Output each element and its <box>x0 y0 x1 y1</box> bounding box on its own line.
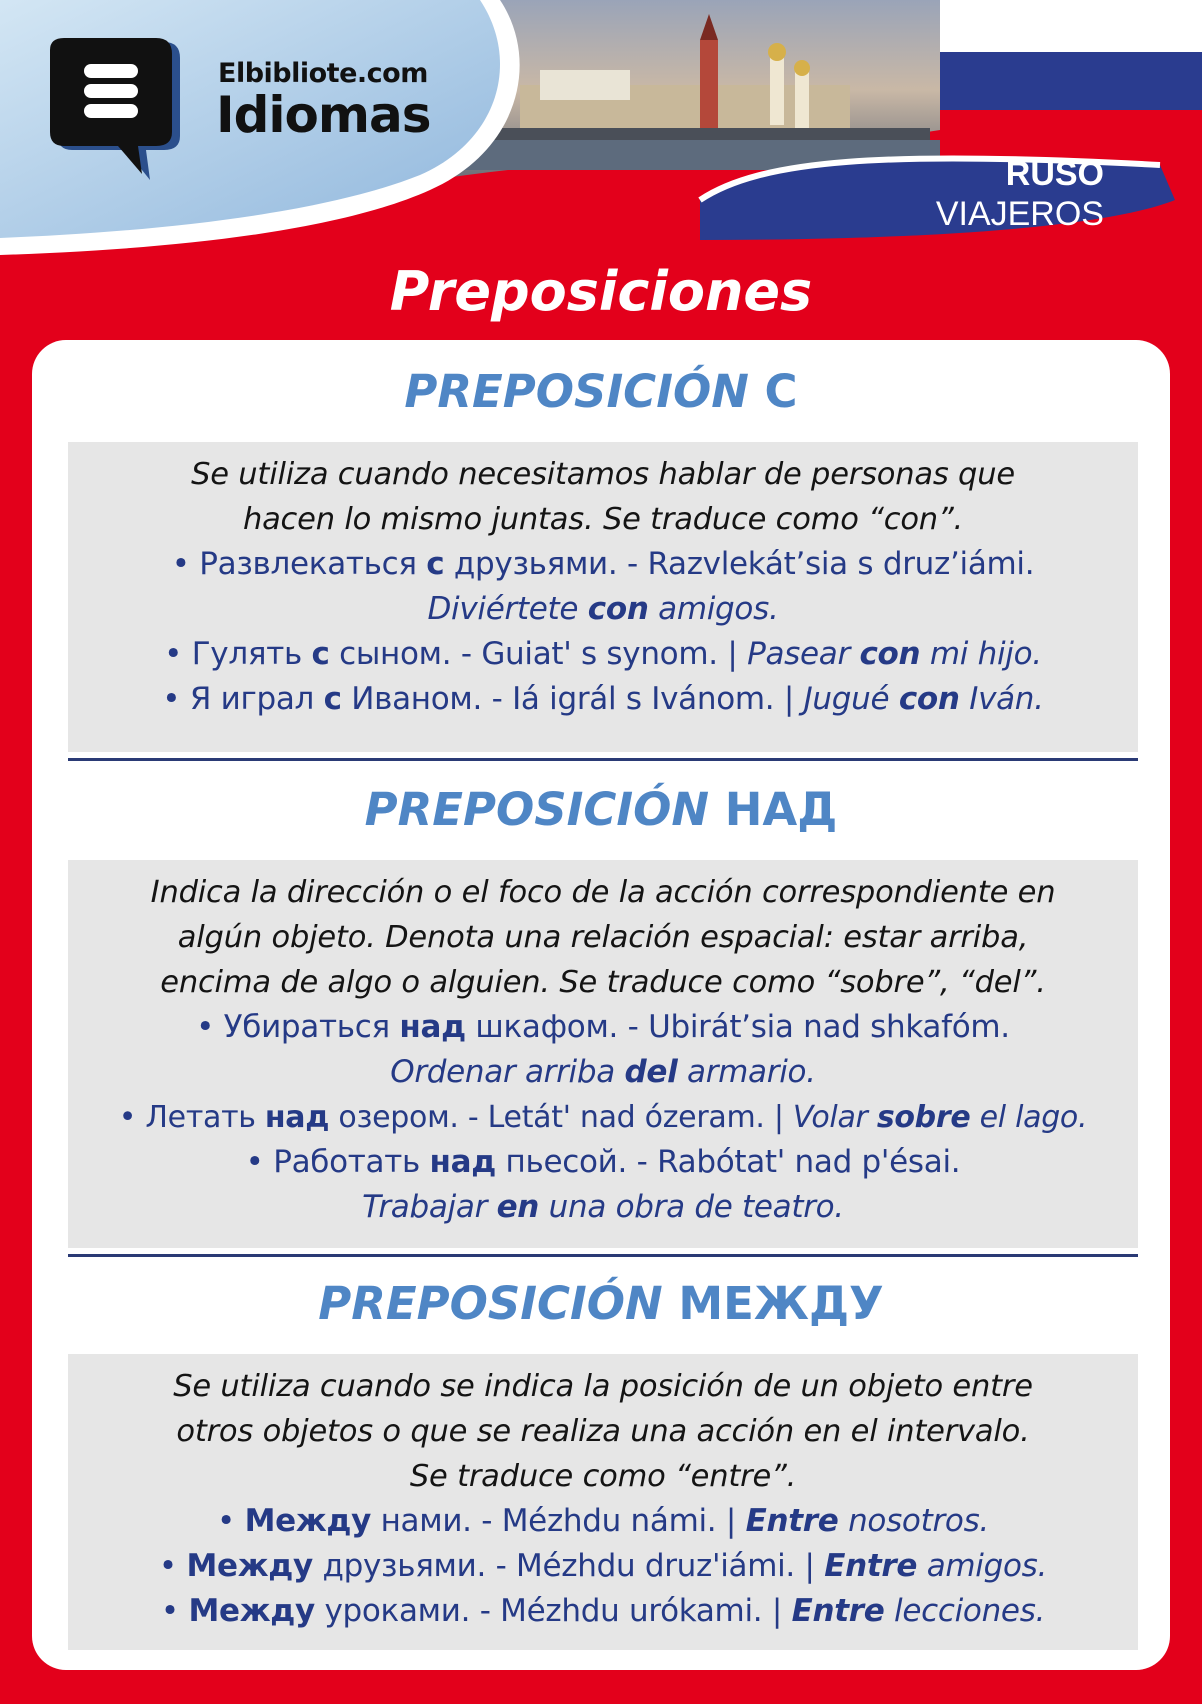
section-title-word: МЕЖДУ <box>678 1277 884 1330</box>
language-tag <box>936 154 1104 234</box>
example-line: • Я играл с Иваном. - Iá igrál s Ivánom. | Jugué con Iván. <box>162 681 1044 717</box>
section-divider <box>68 1254 1138 1257</box>
audience-label: VIAJEROS <box>935 195 1104 233</box>
description-line: otros objetos o que se realiza una acción en el intervalo. <box>176 1414 1030 1449</box>
header <box>0 0 1202 270</box>
example-line: • Работать над пьесой. - Rabótat' nad p'ésai. <box>245 1144 961 1180</box>
example-translation: Trabajar en una obra de teatro. <box>362 1189 844 1225</box>
section-title-mezhdu <box>32 1274 1170 1334</box>
section-title-prefix: PREPOSICIÓN <box>404 365 749 418</box>
content-card <box>32 340 1170 1670</box>
example-translation: Diviértete con amigos. <box>427 591 779 627</box>
description-line: Se traduce como “entre”. <box>409 1459 797 1494</box>
language-label: RUSO <box>1005 155 1104 193</box>
example-line: • Между друзьями. - Mézhdu druz'iámi. | Entre amigos. <box>158 1548 1048 1584</box>
description-line: hacen lo mismo juntas. Se traduce como “con”. <box>242 502 964 537</box>
description-line: Indica la dirección o el foco de la acción correspondiente en <box>150 875 1056 910</box>
brand-name: Idiomas <box>216 86 431 144</box>
section-divider <box>68 758 1138 761</box>
section-box-s <box>68 442 1138 752</box>
description-line: encima de algo o alguien. Se traduce como “sobre”, “del”. <box>160 965 1046 1000</box>
section-title-prefix: PREPOSICIÓN <box>364 783 710 836</box>
example-line: • Гулять с сыном. - Guiat' s synom. | Pasear con mi hijo. <box>164 636 1042 672</box>
example-translation: Ordenar arriba del armario. <box>390 1054 816 1090</box>
example-line: • Убираться над шкафом. - Ubirát’sia nad shkafóm. <box>196 1009 1010 1045</box>
brand-site: Elbibliote.com <box>218 58 428 89</box>
example-line: • Между уроками. - Mézhdu urókami. | Entre lecciones. <box>160 1593 1046 1629</box>
section-title-word: НАД <box>724 783 838 836</box>
description-line: algún objeto. Denota una relación espacial: estar arriba, <box>177 920 1029 955</box>
description-line: Se utiliza cuando necesitamos hablar de personas que <box>191 457 1015 492</box>
section-title-word: С <box>764 365 798 418</box>
example-line: • Летать над озером. - Letát' nad ózeram. | Volar sobre el lago. <box>118 1100 1088 1135</box>
example-line: • Между нами. - Mézhdu námi. | Entre nosotros. <box>217 1503 989 1539</box>
section-title-s <box>32 362 1170 422</box>
section-title-nad <box>32 780 1170 840</box>
section-box-nad <box>68 860 1138 1248</box>
page-title: Preposiciones <box>389 260 813 323</box>
section-title-prefix: PREPOSICIÓN <box>318 1277 663 1330</box>
example-line: • Развлекаться с друзьями. - Razvlekát’sia s druz’iámi. <box>171 546 1035 582</box>
brand-logo[interactable] <box>46 36 466 186</box>
chat-bubble-logo-icon <box>46 36 206 186</box>
section-box-mezhdu <box>68 1354 1138 1650</box>
description-line: Se utiliza cuando se indica la posición de un objeto entre <box>173 1369 1033 1404</box>
